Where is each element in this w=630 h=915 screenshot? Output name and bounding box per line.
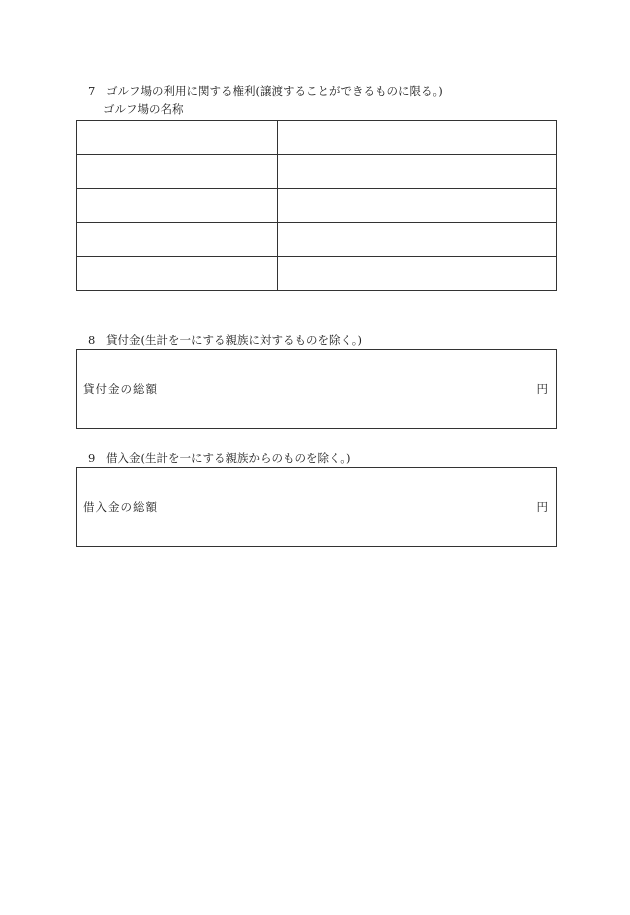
golf-name-cell[interactable]	[77, 223, 278, 257]
golf-course-name-label: ゴルフ場の名称	[103, 102, 184, 116]
golf-value-cell[interactable]	[278, 189, 557, 223]
section-8-number: 8	[88, 333, 96, 347]
golf-name-cell[interactable]	[77, 257, 278, 291]
golf-name-cell[interactable]	[77, 189, 278, 223]
yen-unit: 円	[536, 382, 548, 396]
golf-value-cell[interactable]	[278, 257, 557, 291]
section-9-number: 9	[88, 451, 96, 465]
table-row	[77, 257, 557, 291]
golf-rights-table	[76, 120, 557, 291]
section-7-number: 7	[88, 84, 96, 98]
loan-receivable-box	[76, 349, 557, 429]
table-row	[77, 189, 557, 223]
section-8-heading	[88, 333, 362, 347]
section-9-heading	[88, 451, 351, 465]
borrowing-box	[76, 467, 557, 547]
table-row	[77, 223, 557, 257]
table-row	[77, 121, 557, 155]
loan-receivable-total-label: 貸付金の総額	[83, 382, 158, 396]
golf-value-cell[interactable]	[278, 121, 557, 155]
section-9-title: 借入金(生計を一にする親族からのものを除く。)	[106, 451, 351, 465]
borrowing-total-label: 借入金の総額	[83, 500, 158, 514]
table-row	[77, 155, 557, 189]
yen-unit: 円	[536, 500, 548, 514]
golf-value-cell[interactable]	[278, 223, 557, 257]
golf-value-cell[interactable]	[278, 155, 557, 189]
golf-name-cell[interactable]	[77, 155, 278, 189]
section-8-title: 貸付金(生計を一にする親族に対するものを除く。)	[106, 333, 362, 347]
section-7-title: ゴルフ場の利用に関する権利(譲渡することができるものに限る。)	[106, 84, 443, 98]
section-7-heading	[88, 84, 443, 98]
golf-name-cell[interactable]	[77, 121, 278, 155]
